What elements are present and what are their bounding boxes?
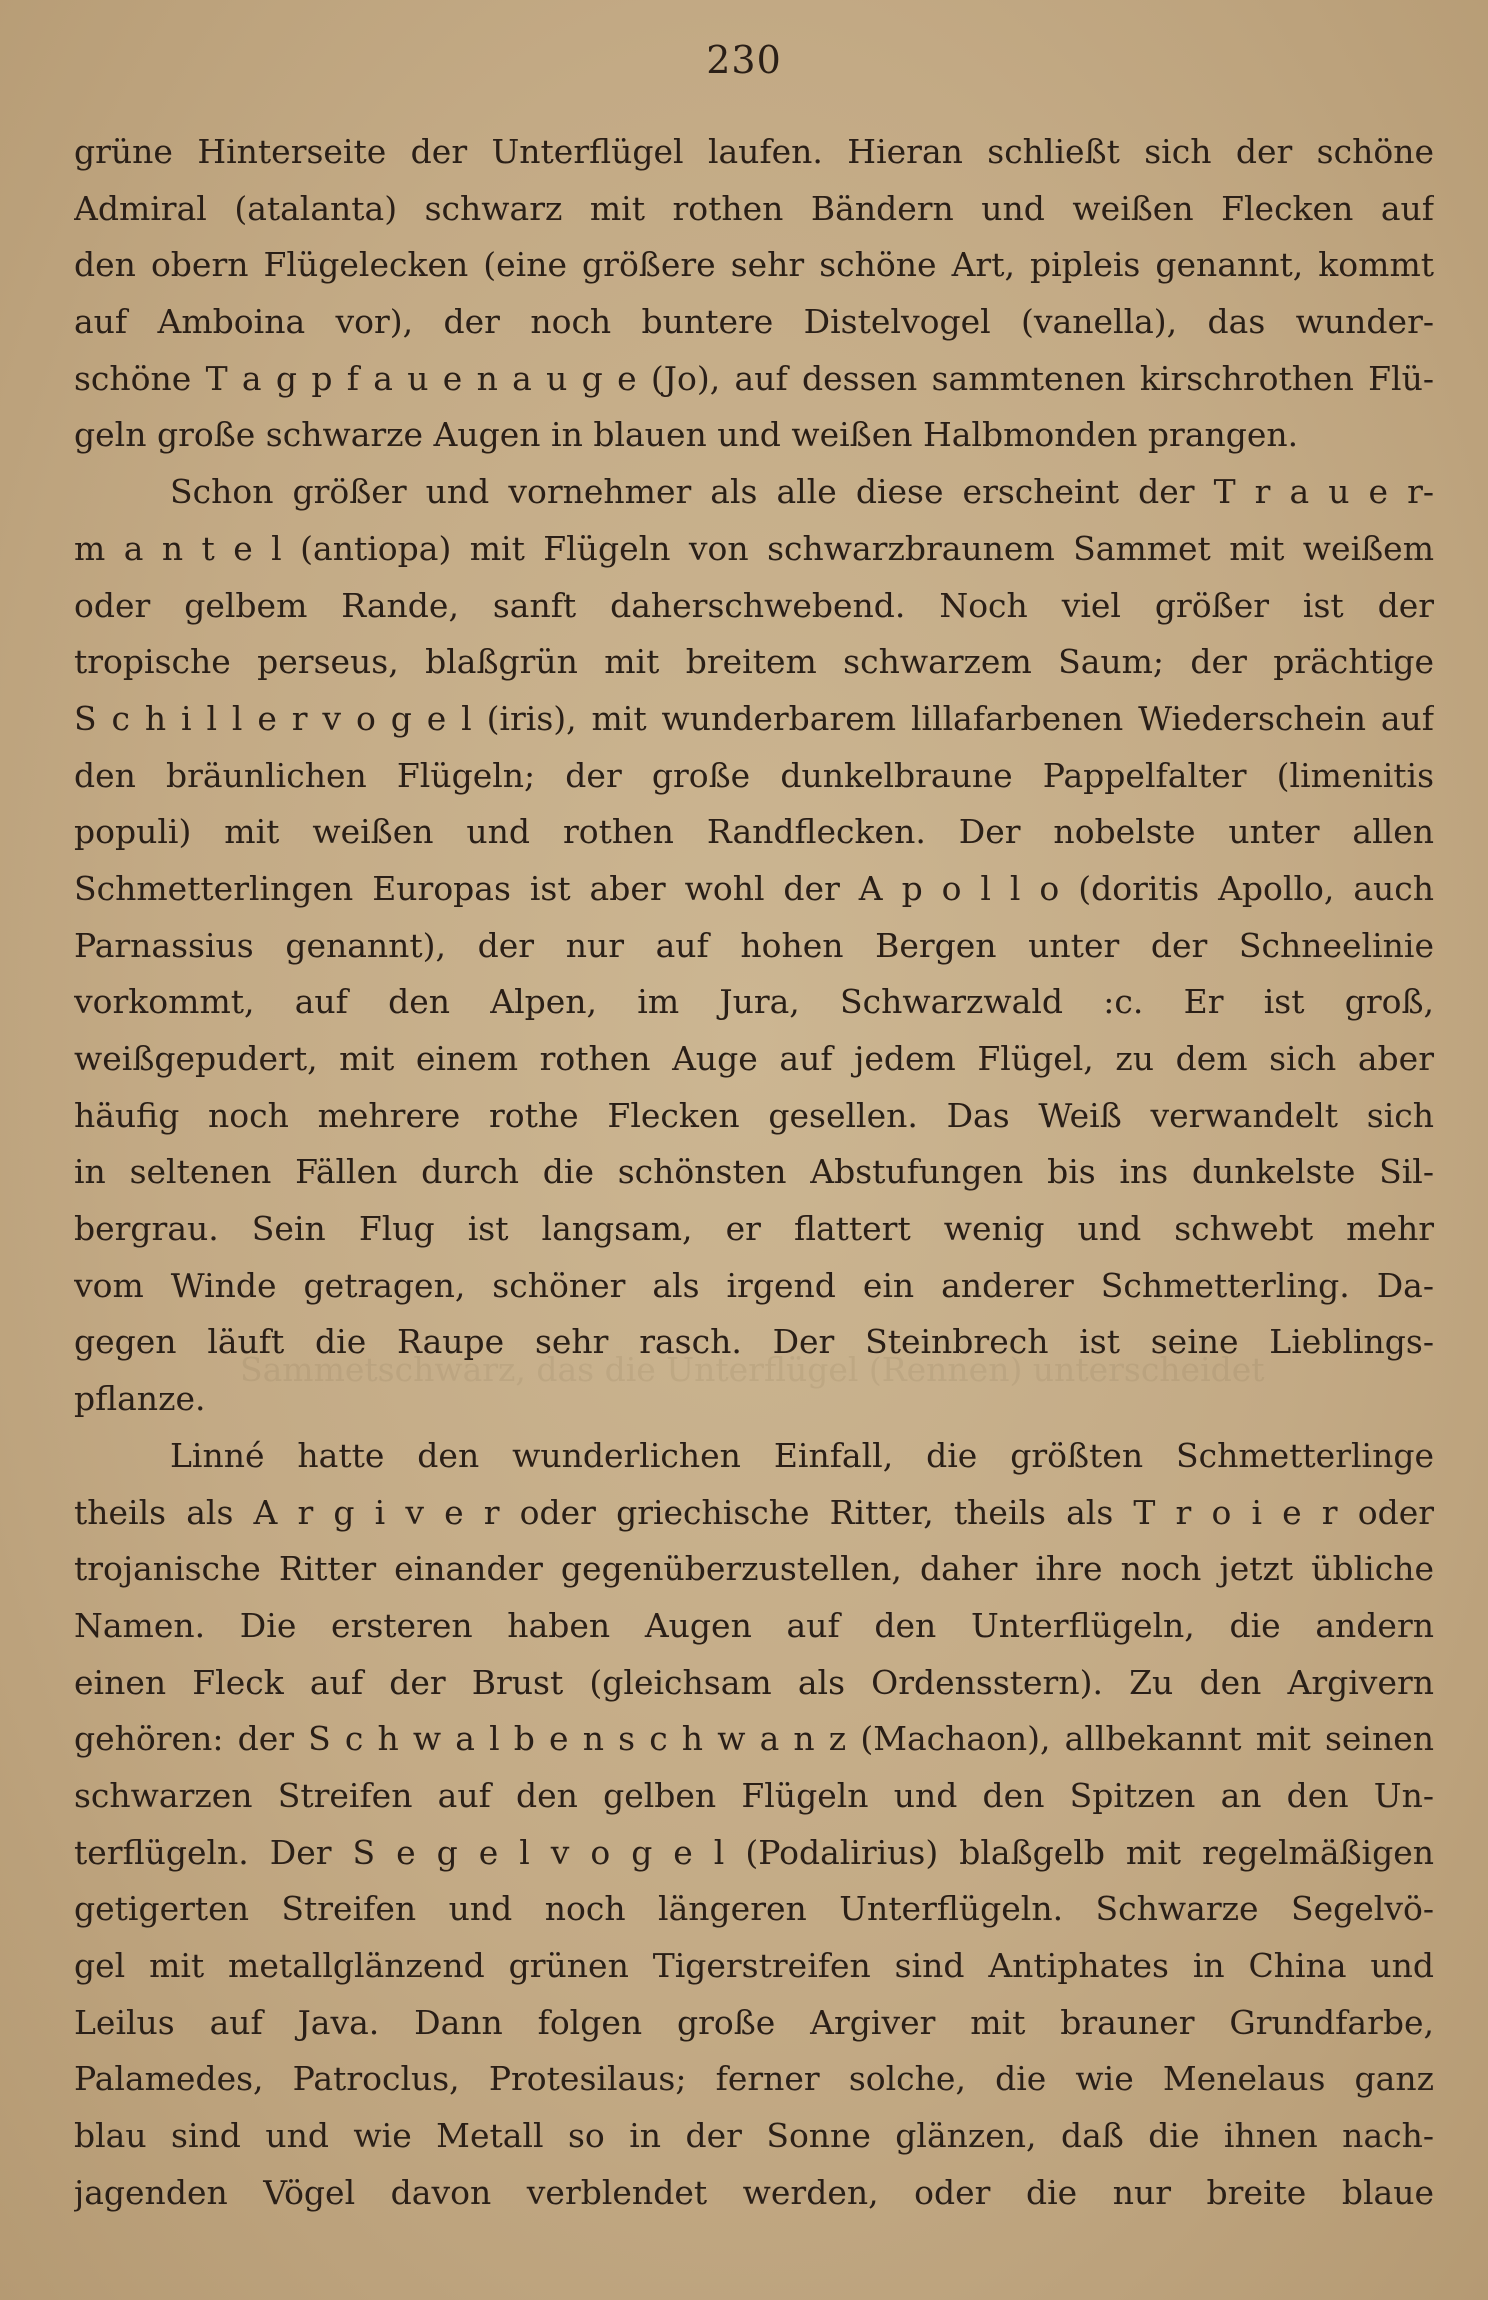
- body-text: [74, 124, 1434, 2221]
- text-line: einen Fleck auf der Brust (gleichsam als Ordensstern). Zu den Argivern: [74, 1662, 1434, 1702]
- text-line: trojanische Ritter einander gegenüberzustellen, daher ihre noch jetzt übliche: [74, 1549, 1434, 1589]
- page-number: 230: [706, 38, 782, 82]
- text-line: Parnassius genannt), der nur auf hohen Bergen unter der Schneelinie: [74, 925, 1434, 965]
- text-line: m a n t e l (antiopa) mit Flügeln von schwarzbraunem Sammet mit weißem: [74, 528, 1434, 568]
- text-line: populi) mit weißen und rothen Randflecken. Der nobelste unter allen: [74, 812, 1434, 852]
- text-line: gegen läuft die Raupe sehr rasch. Der Steinbrech ist seine Lieblings-: [74, 1322, 1434, 1362]
- text-line: tropische perseus, blaßgrün mit breitem schwarzem Saum; der prächtige: [74, 642, 1434, 682]
- text-line: Linné hatte den wunderlichen Einfall, die größten Schmetterlinge: [170, 1435, 1434, 1475]
- text-line: Namen. Die ersteren haben Augen auf den Unterflügeln, die andern: [74, 1605, 1434, 1645]
- text-line: terflügeln. Der S e g e l v o g e l (Podalirius) blaßgelb mit regelmäßigen: [74, 1832, 1434, 1872]
- text-line: bergrau. Sein Flug ist langsam, er flattert wenig und schwebt mehr: [74, 1209, 1434, 1249]
- text-line: vom Winde getragen, schöner als irgend ein anderer Schmetterling. Da-: [74, 1265, 1434, 1305]
- text-line: weißgepudert, mit einem rothen Auge auf jedem Flügel, zu dem sich aber: [74, 1039, 1434, 1078]
- text-line: gehören: der S c h w a l b e n s c h w a n z (Machaon), allbekannt mit seinen: [74, 1719, 1434, 1759]
- text-line: gel mit metallglänzend grünen Tigerstreifen sind Antiphates in China und: [74, 1946, 1434, 1985]
- text-line: Leilus auf Java. Dann folgen große Argiver mit brauner Grundfarbe,: [74, 2002, 1434, 2042]
- text-line: Palamedes, Patroclus, Protesilaus; ferner solche, die wie Menelaus ganz: [74, 2059, 1434, 2099]
- bleed-through-text: Sammetschwarz, das die Unterflügel (Rennen) unterscheidet: [240, 1350, 1265, 1389]
- text-line: jagenden Vögel davon verblendet werden, oder die nur breite blaue: [74, 2172, 1434, 2212]
- text-line: S c h i l l e r v o g e l (iris), mit wunderbarem lillafarbenen Wiederschein auf: [74, 698, 1434, 738]
- text-line: in seltenen Fällen durch die schönsten Abstufungen bis ins dunkelste Sil-: [74, 1152, 1434, 1192]
- text-line: grüne Hinterseite der Unterflügel laufen. Hieran schließt sich der schöne: [74, 132, 1434, 171]
- text-line: vorkommt, auf den Alpen, im Jura, Schwarzwald :c. Er ist groß,: [74, 982, 1434, 1022]
- text-line: auf Amboina vor), der noch buntere Distelvogel (vanella), das wunder-: [74, 302, 1434, 342]
- text-line: Schon größer und vornehmer als alle diese erscheint der T r a u e r-: [170, 472, 1434, 512]
- text-line: schwarzen Streifen auf den gelben Flügeln und den Spitzen an den Un-: [74, 1775, 1434, 1815]
- text-line: pflanze.: [74, 1379, 206, 1419]
- text-line: theils als A r g i v e r oder griechische Ritter, theils als T r o i e r oder: [74, 1492, 1434, 1532]
- text-line: blau sind und wie Metall so in der Sonne glänzen, daß die ihnen nach-: [74, 2116, 1434, 2156]
- text-line: Schmetterlingen Europas ist aber wohl der A p o l l o (doritis Apollo, auch: [74, 868, 1434, 908]
- text-line: den obern Flügelecken (eine größere sehr schöne Art, pipleis genannt, kommt: [74, 245, 1434, 285]
- text-line: den bräunlichen Flügeln; der große dunkelbraune Pappelfalter (limenitis: [74, 755, 1434, 795]
- text-line: geln große schwarze Augen in blauen und weißen Halbmonden prangen.: [74, 415, 1299, 455]
- text-line: oder gelbem Rande, sanft daherschwebend. Noch viel größer ist der: [74, 585, 1434, 625]
- text-line: getigerten Streifen und noch längeren Unterflügeln. Schwarze Segelvö-: [74, 1889, 1434, 1929]
- text-line: schöne T a g p f a u e n a u g e (Jo), auf dessen sammtenen kirschrothen Flü-: [74, 358, 1434, 398]
- text-line: Admiral (atalanta) schwarz mit rothen Bändern und weißen Flecken auf: [74, 188, 1434, 228]
- text-line: häufig noch mehrere rothe Flecken gesellen. Das Weiß verwandelt sich: [74, 1095, 1434, 1135]
